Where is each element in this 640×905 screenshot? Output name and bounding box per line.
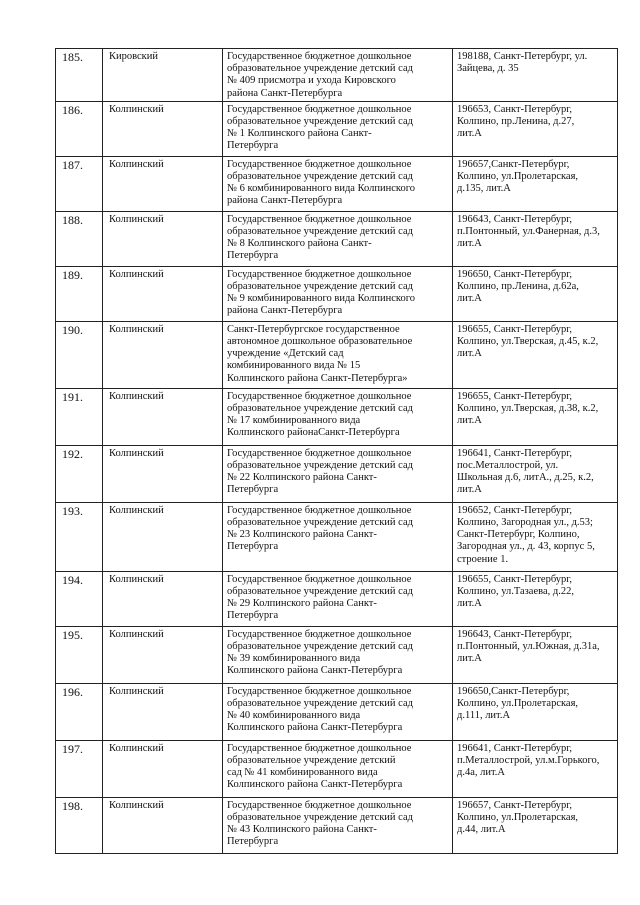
row-number-text: 192. [62, 446, 83, 461]
row-number-text: 193. [62, 503, 83, 518]
table-row [56, 211, 618, 266]
row-number [56, 49, 103, 102]
district-cell [103, 797, 223, 853]
address-cell [453, 571, 618, 626]
row-number-text: 187. [62, 157, 83, 172]
table-row [56, 388, 618, 445]
organization-cell-text: Государственное бюджетное дошкольное образовательное учреждение детский сад № 8 Колпинского района Санкт- Петербурга [227, 213, 413, 262]
table-row [56, 502, 618, 571]
district-cell-text: Кировский [109, 51, 159, 62]
district-cell [103, 266, 223, 321]
table-row [56, 321, 618, 388]
row-number [56, 266, 103, 321]
address-cell-text: 196650,Санкт-Петербург, Колпино, ул.Пролетарская, д.111, лит.А [457, 685, 579, 722]
district-cell-text: Колпинский [109, 103, 164, 115]
table-row [56, 797, 618, 853]
district-cell [103, 571, 223, 626]
address-cell-text: 196657,Санкт-Петербург, Колпино, ул.Пролетарская, д.135, лит.А [457, 158, 579, 195]
district-cell [103, 321, 223, 388]
row-number [56, 101, 103, 156]
row-number [56, 797, 103, 853]
organization-cell [223, 266, 453, 321]
table-row [56, 571, 618, 626]
district-cell-text: Колпинский [109, 573, 164, 585]
district-cell [103, 683, 223, 740]
row-number [56, 156, 103, 211]
row-number-text: 198. [62, 798, 83, 813]
district-cell [103, 101, 223, 156]
table-row [56, 266, 618, 321]
address-cell [453, 321, 618, 388]
table-body [56, 49, 618, 854]
row-number-text: 191. [62, 389, 83, 404]
address-cell [453, 626, 618, 683]
address-cell-text: 198188, Санкт-Петербург, ул. Зайцева, д. 35 [457, 51, 588, 75]
address-cell-text: 196652, Санкт-Петербург, Колпино, Загородная ул., д.53; Санкт-Петербург, Колпино, Загородная ул., д. 43, корпус 5, строение 1. [457, 504, 595, 565]
row-number [56, 740, 103, 797]
row-number-text: 188. [62, 212, 83, 227]
district-cell-text: Колпинский [109, 268, 164, 280]
district-cell [103, 740, 223, 797]
address-cell [453, 797, 618, 853]
address-cell [453, 445, 618, 502]
district-cell-text: Колпинский [109, 390, 164, 402]
organization-cell-text: Государственное бюджетное дошкольное образовательное учреждение детский сад № 40 комбинированного вида Колпинского района Санкт-Петербурга [227, 685, 413, 734]
district-cell-text: Колпинский [109, 799, 164, 811]
row-number [56, 626, 103, 683]
table-row [56, 740, 618, 797]
organization-cell [223, 571, 453, 626]
organization-cell [223, 321, 453, 388]
address-cell [453, 49, 618, 102]
district-cell-text: Колпинский [109, 323, 164, 335]
address-cell [453, 156, 618, 211]
organization-cell [223, 101, 453, 156]
district-cell-text: Колпинский [109, 447, 164, 459]
address-cell [453, 740, 618, 797]
address-cell-text: 196643, Санкт-Петербург, п.Понтонный, ул.Южная, д.31а, лит.А [457, 628, 600, 665]
address-cell [453, 502, 618, 571]
address-cell-text: 196650, Санкт-Петербург, Колпино, пр.Ленина, д.62а, лит.А [457, 268, 579, 305]
organization-cell-text: Государственное бюджетное дошкольное образовательное учреждение детский сад № 409 присмотра и ухода Кировского района Санкт-Петербурга [227, 51, 413, 99]
table-row [56, 683, 618, 740]
organization-cell [223, 156, 453, 211]
organization-cell-text: Государственное бюджетное дошкольное образовательное учреждение детский сад № 23 Колпинского района Санкт- Петербурга [227, 504, 413, 553]
address-cell-text: 196641, Санкт-Петербург, пос.Металлострой, ул. Школьная д.6, литА., д.25, к.2, лит.А [457, 447, 594, 496]
district-cell [103, 388, 223, 445]
district-cell-text: Колпинский [109, 742, 164, 754]
organization-cell-text: Государственное бюджетное дошкольное образовательное учреждение детский сад № 39 комбинированного вида Колпинского района Санкт-Петербурга [227, 628, 413, 677]
district-cell-text: Колпинский [109, 685, 164, 697]
organization-cell [223, 626, 453, 683]
organization-cell-text: Государственное бюджетное дошкольное образовательное учреждение детский сад № 41 комбинированного вида Колпинского района Санкт-Петербурга [227, 742, 412, 791]
address-cell [453, 388, 618, 445]
row-number [56, 445, 103, 502]
address-cell [453, 211, 618, 266]
address-cell-text: 196655, Санкт-Петербург, Колпино, ул.Тазаева, д.22, лит.А [457, 573, 574, 610]
row-number-text: 189. [62, 267, 83, 282]
district-cell-text: Колпинский [109, 158, 164, 170]
district-cell [103, 211, 223, 266]
organization-cell-text: Государственное бюджетное дошкольное образовательное учреждение детский сад № 1 Колпинского района Санкт- Петербурга [227, 103, 413, 152]
district-cell-text: Колпинский [109, 504, 164, 516]
row-number [56, 388, 103, 445]
organization-cell-text: Государственное бюджетное дошкольное образовательное учреждение детский сад № 22 Колпинского района Санкт- Петербурга [227, 447, 413, 496]
organization-cell-text: Государственное бюджетное дошкольное образовательное учреждение детский сад № 9 комбинированного вида Колпинского района Санкт-Петербурга [227, 268, 416, 317]
institutions-table [55, 48, 618, 854]
table-row [56, 101, 618, 156]
row-number-text: 194. [62, 572, 83, 587]
organization-cell [223, 388, 453, 445]
row-number-text: 186. [62, 102, 83, 117]
organization-cell [223, 797, 453, 853]
table-row [56, 49, 618, 102]
table-row [56, 626, 618, 683]
address-cell [453, 101, 618, 156]
district-cell-text: Колпинский [109, 628, 164, 640]
organization-cell-text: Государственное бюджетное дошкольное образовательное учреждение детский сад № 43 Колпинского района Санкт- Петербурга [227, 799, 413, 848]
row-number-text: 196. [62, 684, 83, 699]
address-cell [453, 683, 618, 740]
district-cell [103, 626, 223, 683]
row-number-text: 185. [62, 50, 83, 64]
row-number [56, 571, 103, 626]
address-cell-text: 196655, Санкт-Петербург, Колпино, ул.Тверская, д.38, к.2, лит.А [457, 390, 599, 427]
table-row [56, 445, 618, 502]
address-cell-text: 196655, Санкт-Петербург, Колпино, ул.Тверская, д.45, к.2, лит.А [457, 323, 599, 360]
organization-cell-text: Государственное бюджетное дошкольное образовательное учреждение детский сад № 29 Колпинского района Санкт- Петербурга [227, 573, 413, 622]
district-cell [103, 445, 223, 502]
address-cell-text: 196657, Санкт-Петербург, Колпино, ул.Пролетарская, д.44, лит.А [457, 799, 579, 836]
address-cell [453, 266, 618, 321]
district-cell [103, 156, 223, 211]
row-number-text: 190. [62, 322, 83, 337]
organization-cell-text: Государственное бюджетное дошкольное образовательное учреждение детский сад № 6 комбинированного вида Колпинского района Санкт-Петербурга [227, 158, 416, 207]
district-cell-text: Колпинский [109, 213, 164, 225]
row-number [56, 211, 103, 266]
address-cell-text: 196653, Санкт-Петербург, Колпино, пр.Ленина, д.27, лит.А [457, 103, 575, 140]
organization-cell-text: Государственное бюджетное дошкольное образовательное учреждение детский сад № 17 комбинированного вида Колпинского районаСанкт-Петербурга [227, 390, 413, 439]
row-number [56, 502, 103, 571]
organization-cell-text: Санкт-Петербургское государственное автономное дошкольное образовательное учреждение «Детский сад комбинированного вида № 15 Колпинского района Санкт-Петербурга» [227, 323, 413, 384]
district-cell [103, 502, 223, 571]
organization-cell [223, 211, 453, 266]
district-cell [103, 49, 223, 102]
row-number-text: 195. [62, 627, 83, 642]
row-number [56, 321, 103, 388]
organization-cell [223, 49, 453, 102]
address-cell-text: 196641, Санкт-Петербург, п.Металлострой, ул.м.Горького, д.4а, лит.А [457, 742, 600, 779]
organization-cell [223, 740, 453, 797]
organization-cell [223, 445, 453, 502]
row-number [56, 683, 103, 740]
address-cell-text: 196643, Санкт-Петербург, п.Понтонный, ул.Фанерная, д.3, лит.А [457, 213, 600, 250]
organization-cell [223, 502, 453, 571]
organization-cell [223, 683, 453, 740]
row-number-text: 197. [62, 741, 83, 756]
table-row [56, 156, 618, 211]
